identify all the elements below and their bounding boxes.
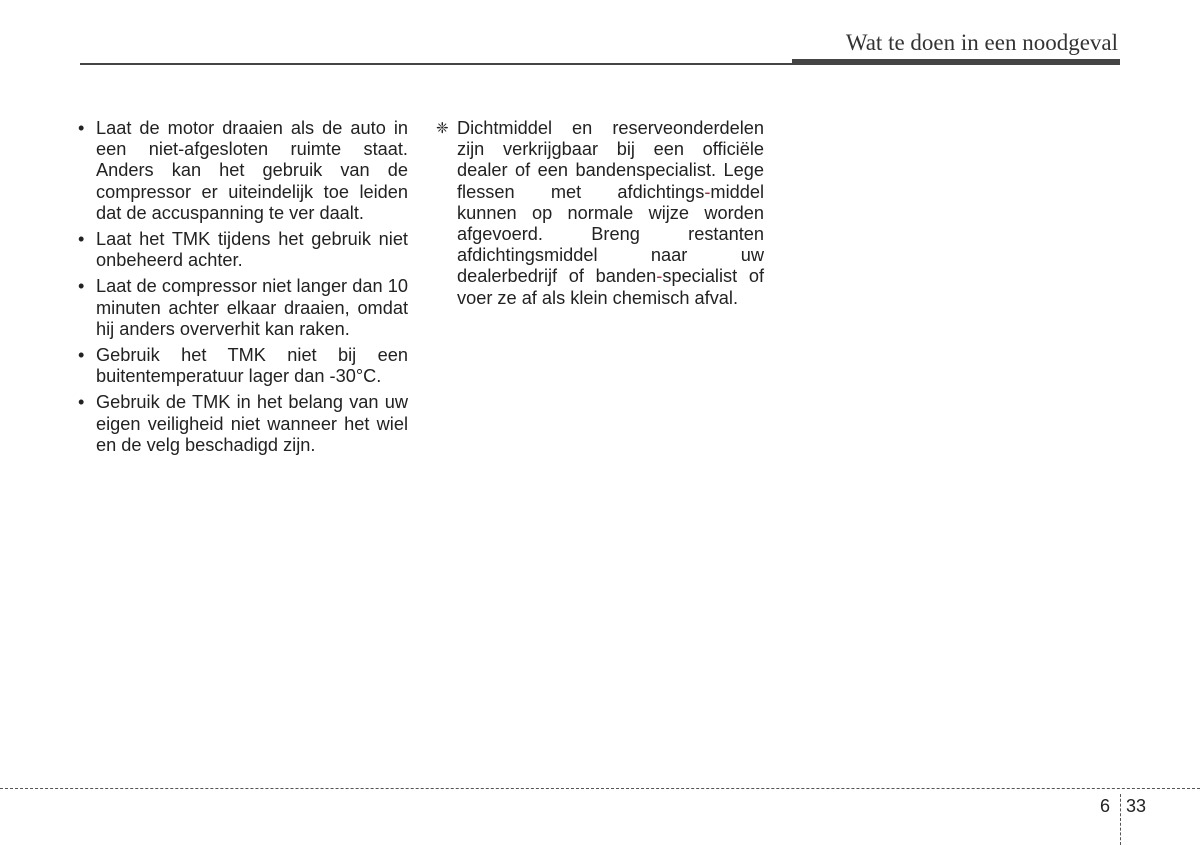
note-column [436, 118, 764, 309]
page-number: 33 [1126, 796, 1147, 816]
note-text-part-3: specialist of voer ze af als klein chemisch afval. [457, 266, 764, 308]
left-column [78, 118, 408, 461]
note-text-part-1: Dichtmiddel en reserveonderdelen zijn verkrijgbaar bij een officiële dealer of een bandenspecialist. Lege flessen met afdichtings [457, 118, 764, 202]
footer-divider [1120, 794, 1121, 845]
page-header-title: Wat te doen in een noodgeval [845, 30, 1118, 55]
list-item [78, 392, 408, 456]
list-item [78, 118, 408, 224]
note-text-part-2: middel kunnen op normale wijze worden afgevoerd. Breng restanten afdichtingsmiddel naar uw dealerbedrijf of banden [457, 181, 764, 287]
header-rule [80, 63, 792, 65]
list-item [78, 345, 408, 387]
chapter-number: 6 [1100, 796, 1111, 816]
list-item-text: Laat het TMK tijdens het gebruik niet onbeheerd achter. [96, 229, 408, 271]
bullet-icon: • [78, 392, 85, 413]
list-item-text: Laat de motor draaien als de auto in een niet-afgesloten ruimte staat. Anders kan het gebruik van de compressor er uiteindelijk toe leiden dat de accuspanning te ver daalt. [96, 118, 408, 223]
header-rule-accent [792, 59, 1120, 65]
note-hyphen: - [704, 181, 711, 202]
list-item-text: Gebruik de TMK in het belang van uw eigen veiligheid niet wanneer het wiel en de velg beschadigd zijn. [96, 392, 408, 455]
list-item [78, 276, 408, 340]
bullet-icon: • [78, 229, 85, 250]
bullet-icon: • [78, 118, 85, 138]
note-asterisk-icon: ❈ [436, 119, 449, 137]
list-item-text: Laat de compressor niet langer dan 10 minuten achter elkaar draaien, omdat hij anders oververhit kan raken. [96, 276, 408, 339]
footer-rule [0, 788, 1200, 789]
note-hyphen: - [656, 266, 663, 287]
list-item [78, 229, 408, 271]
bullet-icon: • [78, 345, 85, 366]
warning-list [78, 118, 408, 456]
bullet-icon: • [78, 276, 85, 297]
list-item-text: Gebruik het TMK niet bij een buitentemperatuur lager dan -30°C. [96, 345, 408, 387]
note-paragraph [436, 118, 764, 309]
